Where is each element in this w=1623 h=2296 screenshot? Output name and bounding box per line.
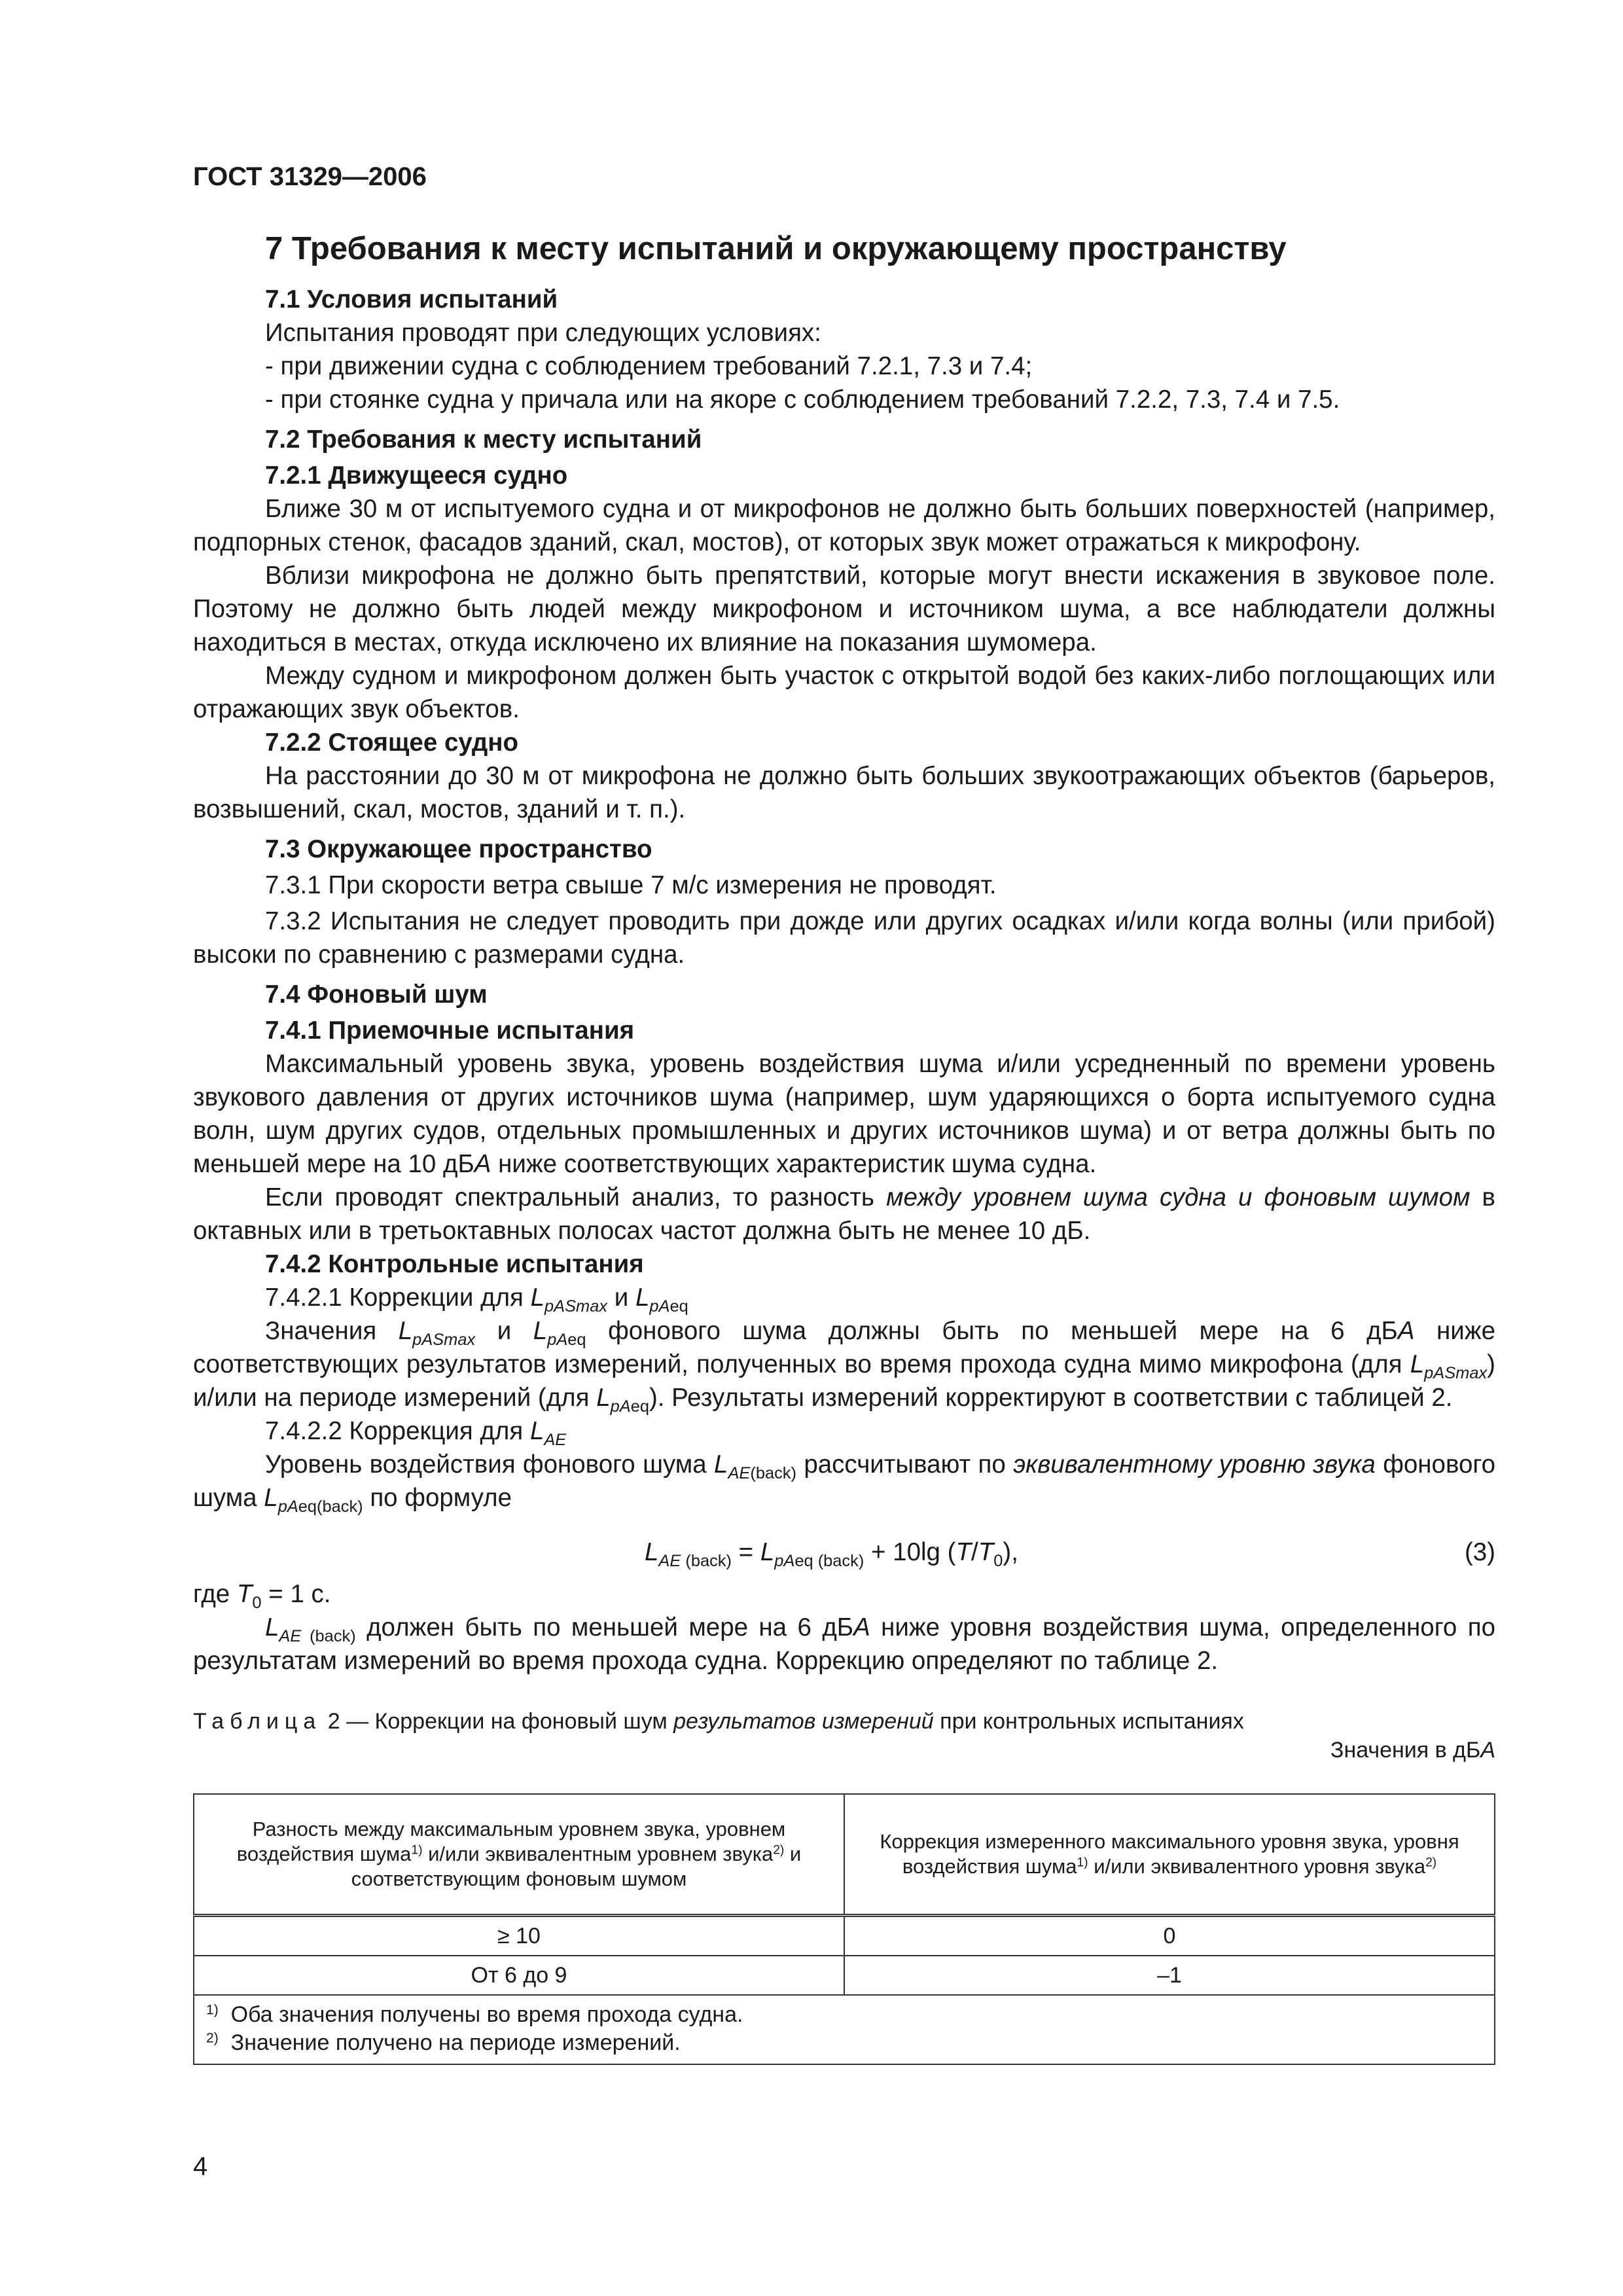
paragraph-7-1-intro: Испытания проводят при следующих условиях: xyxy=(265,319,821,347)
heading-7-2-2: 7.2.2 Стоящее судно xyxy=(265,728,519,757)
paragraph-7-3-1: 7.3.1 При скорости ветра свыше 7 м/с измерения не проводят. xyxy=(265,871,997,899)
formula-3 xyxy=(193,1529,1495,1575)
table-row xyxy=(194,1916,1495,1956)
table-row xyxy=(194,1956,1495,1995)
paragraph-7-4-2-2-b: $L_{AE (back)}$ должен быть по меньшей мере на 6 дБА ниже уровня воздействия шума, определенного по результатам измерений во время прохода судна. Коррекцию определяют по таблице 2. xyxy=(193,1613,1495,1675)
page-number: 4 xyxy=(193,2152,208,2181)
table-cell-difference: ≥ 10 xyxy=(194,1916,844,1956)
heading-7-4-2-1: 7.4.2.1 Коррекции для $L_{pASmax}$ и $L_{pAeq}$ xyxy=(265,1283,688,1316)
paragraph-7-4-1-a: Максимальный уровень звука, уровень воздействия шума и/или усредненный по времени уровень звукового давления от других источников шума (например, шум ударяющихся о борта испытуемого судна волн, шум других судов, отдельных промышленных и других источников шума) и от ветра должны быть по меньшей мере на 10 дБА ниже соответствующих характеристик шума судна. xyxy=(193,1050,1495,1178)
document-header: ГОСТ 31329—2006 xyxy=(193,162,427,191)
heading-7-4: 7.4 Фоновый шум xyxy=(265,980,488,1009)
table-caption: Таблица 2 — Коррекции на фоновый шум результатов измерений при контрольных испытаниях Значения в дБА xyxy=(193,1707,1495,1765)
list-item-1: - при движении судна с соблюдением требований 7.2.1, 7.3 и 7.4; xyxy=(265,352,1033,380)
heading-7-4-2-2: 7.4.2.2 Коррекция для $L_{AE}$ xyxy=(265,1417,567,1449)
table-cell-correction: –1 xyxy=(844,1956,1495,1995)
paragraph-7-2-2: На расстоянии до 30 м от микрофона не должно быть больших звукоотражающих объектов (барьеров, возвышений, скал, мостов, зданий и т. п.). xyxy=(193,762,1495,823)
table-cell-difference: От 6 до 9 xyxy=(194,1956,844,1995)
paragraph-7-2-1-a: Ближе 30 м от испытуемого судна и от микрофонов не должно быть больших поверхностей (например, подпорных стенок, фасадов зданий, скал, мостов), от которых звук может отражаться к микрофону. xyxy=(193,495,1495,556)
heading-7-4-1: 7.4.1 Приемочные испытания xyxy=(265,1016,635,1045)
correction-table xyxy=(193,1793,1495,2065)
table-cell-correction: 0 xyxy=(844,1916,1495,1956)
section-7-title: 7 Требования к месту испытаний и окружающему пространству xyxy=(265,231,1287,266)
heading-7-4-2: 7.4.2 Контрольные испытания xyxy=(265,1250,644,1278)
heading-7-3: 7.3 Окружающее пространство xyxy=(265,835,652,863)
paragraph-7-2-1-c: Между судном и микрофоном должен быть участок с открытой водой без каких-либо поглощающих или отражающих звук объектов. xyxy=(193,662,1495,723)
list-item-2: - при стоянке судна у причала или на якоре с соблюдением требований 7.2.2, 7.3, 7.4 и 7.5. xyxy=(265,386,1340,414)
heading-7-1: 7.1 Условия испытаний xyxy=(265,285,558,314)
footnote-1: $^{1)}$ Оба значения получены во время прохода судна. xyxy=(206,2002,743,2027)
formula-expression: $L_{AE (back)} = L_{pAeq (back)} + 10\lg$ $(T/T_0)$, xyxy=(645,1538,1018,1570)
paragraph-7-4-2-2: Уровень воздействия фонового шума $L_{AE(back)}$ рассчитывают по эквивалентному уровню звука фонового шума $L_{pAeq(back)}$ по формуле xyxy=(193,1450,1495,1516)
table-footnotes-cell xyxy=(194,1995,1495,2064)
table-units: Значения в дБА xyxy=(1330,1738,1495,1763)
column-header-correction: Коррекция измеренного максимального уровня звука, уровня воздействия шума$^{1)}$ и/или эквивалентного уровня звука$^{2)}$ xyxy=(844,1794,1495,1916)
document-body xyxy=(193,283,1495,1677)
table-footnotes xyxy=(194,1995,1495,2064)
paragraph-7-3-2: 7.3.2 Испытания не следует проводить при дожде или других осадках и/или когда волны (или прибой) высоки по сравнению с размерами судна. xyxy=(193,907,1495,969)
footnote-2: $^{2)}$ Значение получено на периоде измерений. xyxy=(206,2030,681,2055)
heading-7-2-1: 7.2.1 Движущееся судно xyxy=(265,461,568,490)
paragraph-7-4-1-b: Если проводят спектральный анализ, то разность между уровнем шума судна и фоновым шумом в октавных или в третьоктавных полосах частот должна быть не менее 10 дБ. xyxy=(193,1183,1496,1245)
formula-where: где $T_0 = 1$ с. xyxy=(193,1580,331,1612)
formula-number: (3) xyxy=(1464,1538,1495,1566)
table-header-row xyxy=(194,1794,1495,1916)
heading-7-2: 7.2 Требования к месту испытаний xyxy=(265,425,702,454)
paragraph-7-4-2-1: Значения $L_{pASmax}$ и $L_{pAeq}$ фонового шума должны быть по меньшей мере на 6 дБА ниже соответствующих результатов измерений, полученных во время прохода судна мимо микрофона (для $L_{pASmax}$) и/или на периоде измерений (для $L_{pAeq}$). Результаты измерений корректируют в соответствии с таблицей 2. xyxy=(193,1317,1495,1416)
paragraph-7-2-1-b: Вблизи микрофона не должно быть препятствий, которые могут внести искажения в звуковое поле. Поэтому не должно быть людей между микрофоном и источником шума, а все наблюдатели должны находиться в местах, откуда исключено их влияние на показания шумомера. xyxy=(193,562,1495,656)
column-header-difference: Разность между максимальным уровнем звука, уровнем воздействия шума$^{1)}$ и/или эквивалентным уровнем звука$^{2)}$ и соответствующим фоновым шумом xyxy=(194,1794,844,1916)
